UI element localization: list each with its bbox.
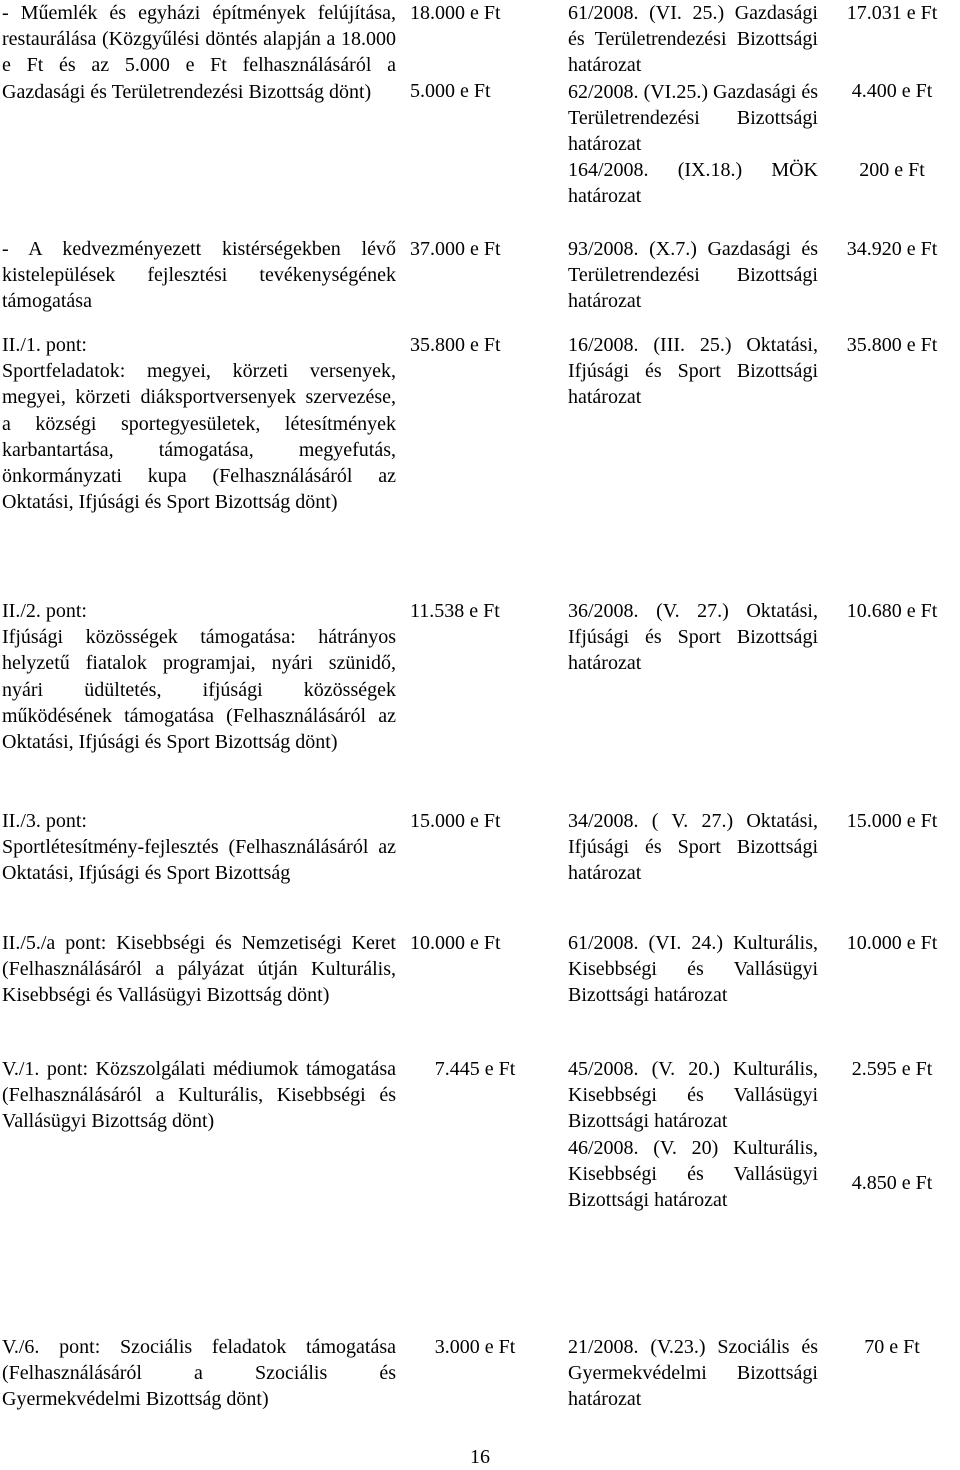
used-amount: 17.031 e Ft <box>846 2 938 24</box>
resolution-ref: 21/2008. (V.23.) Szociális és Gyermekvédelmi Bizottsági határozat <box>568 1336 818 1411</box>
allocated-amount: 11.538 e Ft <box>410 600 500 622</box>
allocated-amount: 18.000 e Ft <box>410 2 501 24</box>
item-description: Sportlétesítmény-fejlesztés (Felhasználásáról az Oktatási, Ifjúsági és Sport Bizottság <box>2 836 396 885</box>
item-heading: II./2. pont: <box>2 600 87 622</box>
allocated-amount: 37.000 e Ft <box>410 238 501 260</box>
allocated-amount: 15.000 e Ft <box>410 810 501 832</box>
used-amount: 2.595 e Ft <box>851 1058 933 1080</box>
page-number: 16 <box>470 1446 490 1468</box>
item-heading: II./3. pont: <box>2 810 87 832</box>
used-amount: 34.920 e Ft <box>846 238 938 260</box>
allocated-amount: 3.000 e Ft <box>434 1336 516 1358</box>
used-column <box>824 1056 960 1194</box>
resolution-ref: 46/2008. (V. 20) Kulturális, Kisebbségi és Vallásügyi Bizottsági határozat <box>568 1136 818 1212</box>
amount-column <box>410 0 550 102</box>
resolution-ref: 16/2008. (III. 25.) Oktatási, Ifjúsági és Sport Bizottsági határozat <box>568 334 818 409</box>
resolution-ref: 61/2008. (VI. 25.) Gazdasági és Területrendezési Bizottsági határozat <box>568 2 818 77</box>
item-description: Sportfeladatok: megyei, körzeti versenyek, megyei, körzeti diáksportversenyek szervezése, a községi sportegyesületek, létesítmények karbantartása, támogatása, megyefutás, önkormányzati kupa (Felhasználásáról az Oktatási, Ifjúsági és Sport Bizottság dönt) <box>2 360 396 514</box>
allocated-amount: 7.445 e Ft <box>434 1058 516 1080</box>
allocated-amount: 5.000 e Ft <box>410 80 491 102</box>
used-amount: 4.400 e Ft <box>851 80 933 102</box>
used-amount: 15.000 e Ft <box>846 810 938 832</box>
resolution-column <box>568 0 818 210</box>
allocated-amount: 35.800 e Ft <box>410 334 501 356</box>
item-cell <box>2 332 396 515</box>
resolution-ref: 93/2008. (X.7.) Gazdasági és Területrendezési Bizottsági határozat <box>568 238 818 313</box>
allocated-amount: 10.000 e Ft <box>410 932 501 954</box>
resolution-ref: 45/2008. (V. 20.) Kulturális, Kisebbségi és Vallásügyi Bizottsági határozat <box>568 1058 818 1133</box>
item-description: II./5./a pont: Kisebbségi és Nemzetiségi Keret (Felhasználásáról a pályázat útján Kulturális, Kisebbségi és Vallásügyi Bizottság dönt) <box>2 932 396 1007</box>
resolution-ref: 164/2008. (IX.18.) MÖK határozat <box>568 159 818 208</box>
used-amount: 70 e Ft <box>864 1336 920 1358</box>
resolution-ref: 36/2008. (V. 27.) Oktatási, Ifjúsági és Sport Bizottsági határozat <box>568 600 818 675</box>
item-heading: II./1. pont: <box>2 334 87 356</box>
item-description: V./6. pont: Szociális feladatok támogatása (Felhasználásáról a Szociális és Gyermekvédelmi Bizottság dönt) <box>2 1336 396 1411</box>
used-amount: 200 e Ft <box>859 159 925 181</box>
used-amount: 4.850 e Ft <box>851 1172 933 1194</box>
item-cell <box>2 808 396 887</box>
item-description: - A kedvezményezett kistérségekben lévő kistelepülések fejlesztési tevékenységének támogatása <box>2 238 396 313</box>
item-description: - Műemlék és egyházi építmények felújítása, restaurálása (Közgyűlési döntés alapján a 18.000 e Ft és az 5.000 e Ft felhasználásáról a Gazdasági és Területrendezési Bizottság dönt) <box>2 2 396 103</box>
item-description: V./1. pont: Közszolgálati médiumok támogatása (Felhasználásáról a Kulturális, Kisebbségi és Vallásügyi Bizottság dönt) <box>2 1058 396 1133</box>
used-amount: 10.680 e Ft <box>846 600 938 622</box>
used-amount: 35.800 e Ft <box>846 334 938 356</box>
resolution-ref: 34/2008. ( V. 27.) Oktatási, Ifjúsági és Sport Bizottsági határozat <box>568 810 818 885</box>
item-cell <box>2 598 396 755</box>
resolution-column <box>568 1056 818 1213</box>
item-description: Ifjúsági közösségek támogatása: hátrányos helyzetű fiatalok programjai, nyári szünidő, nyári üdültetés, ifjúsági közösségek működésének támogatása (Felhasználásáról az Oktatási, Ifjúsági és Sport Bizottság dönt) <box>2 626 396 754</box>
resolution-ref: 61/2008. (VI. 24.) Kulturális, Kisebbségi és Vallásügyi Bizottsági határozat <box>568 932 818 1007</box>
used-column <box>824 0 960 181</box>
used-amount: 10.000 e Ft <box>846 932 938 954</box>
resolution-ref: 62/2008. (VI.25.) Gazdasági és Területrendezési Bizottsági határozat <box>568 80 818 156</box>
